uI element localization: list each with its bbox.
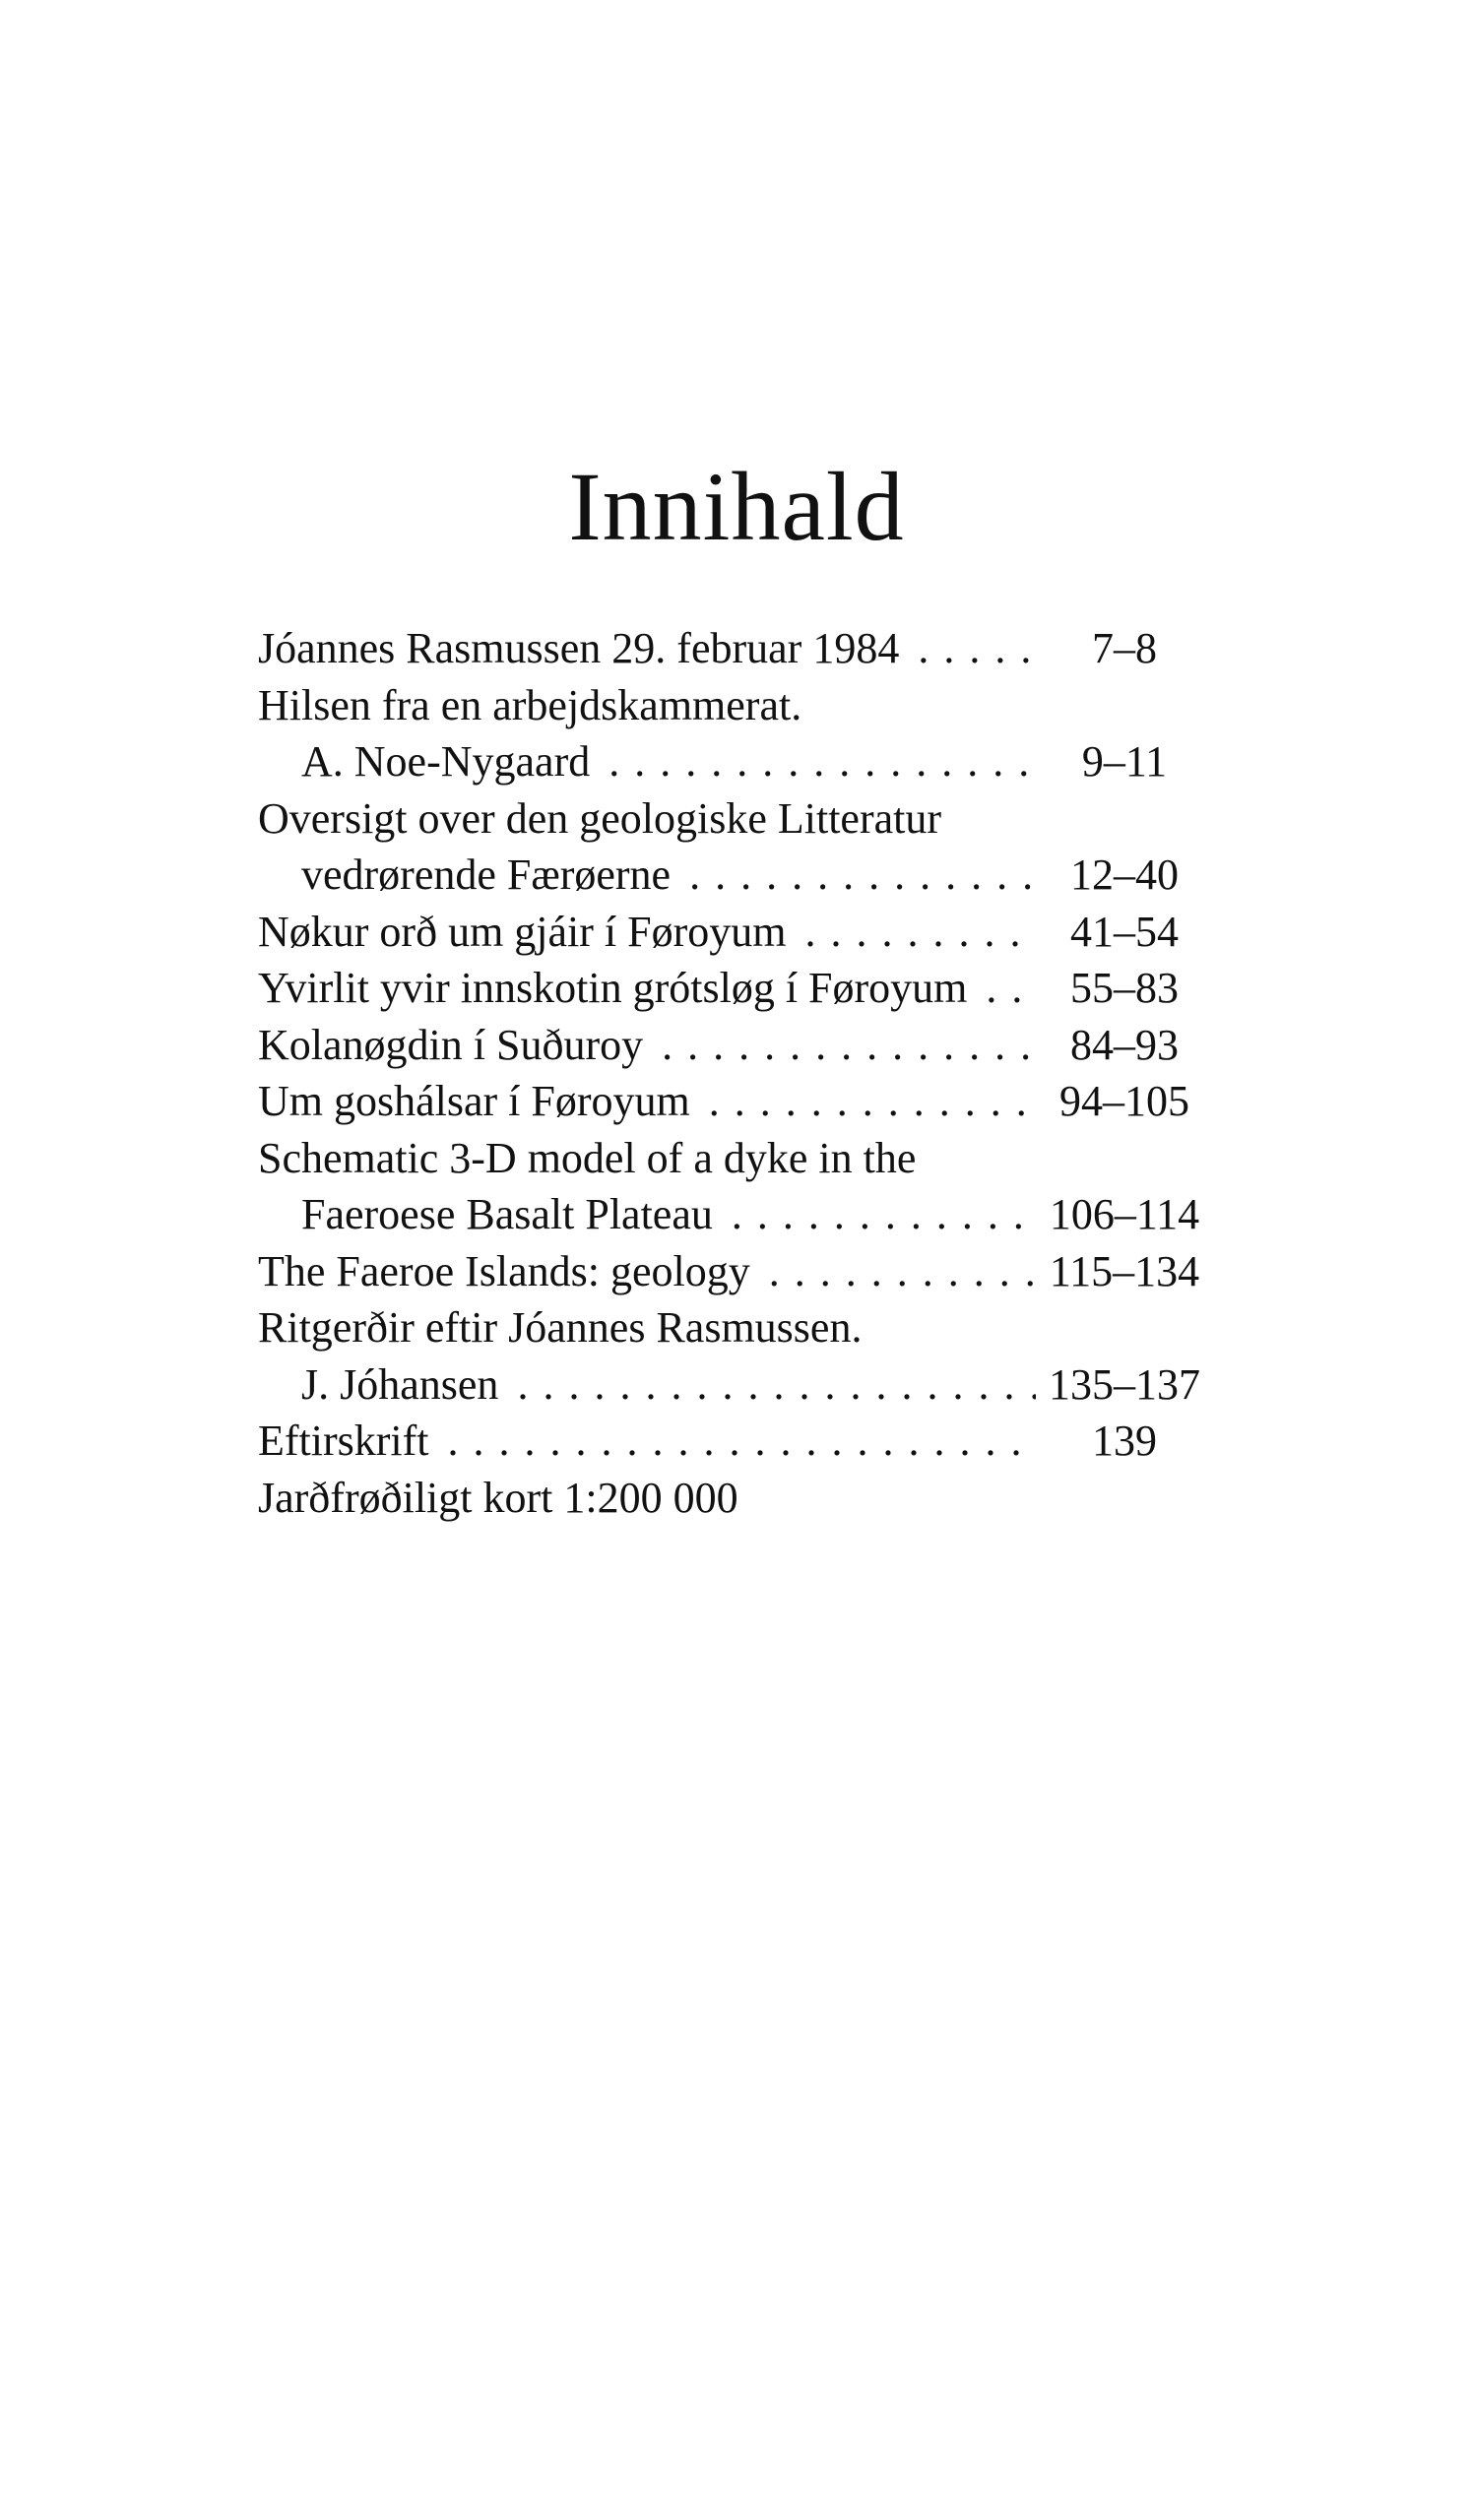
table-of-contents	[258, 620, 1252, 1526]
toc-entry-continuation	[258, 733, 1252, 790]
toc-entry-title-continued: vedrørende Færøerne	[301, 850, 676, 899]
toc-entry	[258, 620, 1252, 677]
toc-entry-title: Um goshálsar í Føroyum	[258, 1077, 696, 1125]
toc-page-range: 84–93	[1070, 1020, 1179, 1069]
dot-leader	[973, 964, 1036, 1012]
toc-entry	[258, 1017, 1252, 1074]
dot-leader	[435, 1417, 1036, 1465]
toc-entry-title-continued: A. Noe-Nygaard	[301, 737, 596, 786]
dot-leader	[756, 1247, 1036, 1295]
toc-page-range: 135–137	[1049, 1359, 1200, 1409]
toc-entry	[258, 1299, 1252, 1356]
toc-entry	[258, 790, 1252, 848]
toc-entry-continuation	[258, 1356, 1252, 1414]
page-title: Innihald	[568, 452, 905, 561]
toc-entry-title: Eftirskrift	[258, 1417, 435, 1465]
toc-entry-title: Yvirlit yvir innskotin grótsløg í Føroyum	[258, 964, 973, 1012]
dot-leader	[676, 850, 1036, 899]
toc-entry-continuation	[258, 847, 1252, 904]
toc-page-range: 94–105	[1059, 1077, 1189, 1125]
toc-entry	[258, 1413, 1252, 1470]
toc-entry-title-continued: Faeroese Basalt Plateau	[301, 1190, 719, 1238]
toc-entry-title: Jóannes Rasmussen 29. februar 1984	[258, 624, 905, 672]
toc-entry-continuation	[258, 1186, 1252, 1243]
toc-entry-title: Kolanøgdin í Suðuroy	[258, 1021, 649, 1069]
toc-page-range: 9–11	[1081, 737, 1168, 786]
toc-page-range: 55–83	[1070, 964, 1179, 1012]
dot-leader	[649, 1021, 1036, 1069]
dot-leader	[719, 1190, 1036, 1238]
toc-entry-title: The Faeroe Islands: geology	[258, 1247, 756, 1295]
toc-page-range: 7–8	[1092, 624, 1157, 672]
dot-leader	[504, 1360, 1036, 1409]
toc-entry	[258, 1073, 1252, 1130]
toc-entry	[258, 904, 1252, 961]
toc-page-range: 139	[1092, 1417, 1157, 1465]
toc-entry-title: Jarðfrøðiligt kort 1:200 000	[258, 1474, 744, 1522]
toc-entry-title: Hilsen fra en arbejdskammerat.	[258, 681, 807, 729]
toc-entry-title: Schematic 3-D model of a dyke in the	[258, 1134, 922, 1182]
dot-leader	[596, 737, 1036, 786]
toc-page-range: 115–134	[1049, 1246, 1200, 1295]
toc-entry-title: Ritgerðir eftir Jóannes Rasmussen.	[258, 1303, 867, 1352]
toc-page-range: 41–54	[1070, 907, 1179, 956]
toc-page-range: 106–114	[1049, 1190, 1200, 1238]
dot-leader	[696, 1077, 1036, 1125]
toc-entry-title: Oversigt over den geologiske Litteratur	[258, 794, 947, 843]
toc-entry	[258, 677, 1252, 734]
toc-entry-title-continued: J. Jóhansen	[301, 1360, 504, 1409]
toc-entry	[258, 1130, 1252, 1187]
dot-leader	[793, 908, 1036, 956]
toc-entry	[258, 960, 1252, 1017]
toc-entry	[258, 1470, 1252, 1527]
toc-page-range: 12–40	[1070, 850, 1179, 899]
toc-entry	[258, 1243, 1252, 1300]
dot-leader	[905, 624, 1036, 672]
toc-entry-title: Nøkur orð um gjáir í Føroyum	[258, 908, 793, 956]
